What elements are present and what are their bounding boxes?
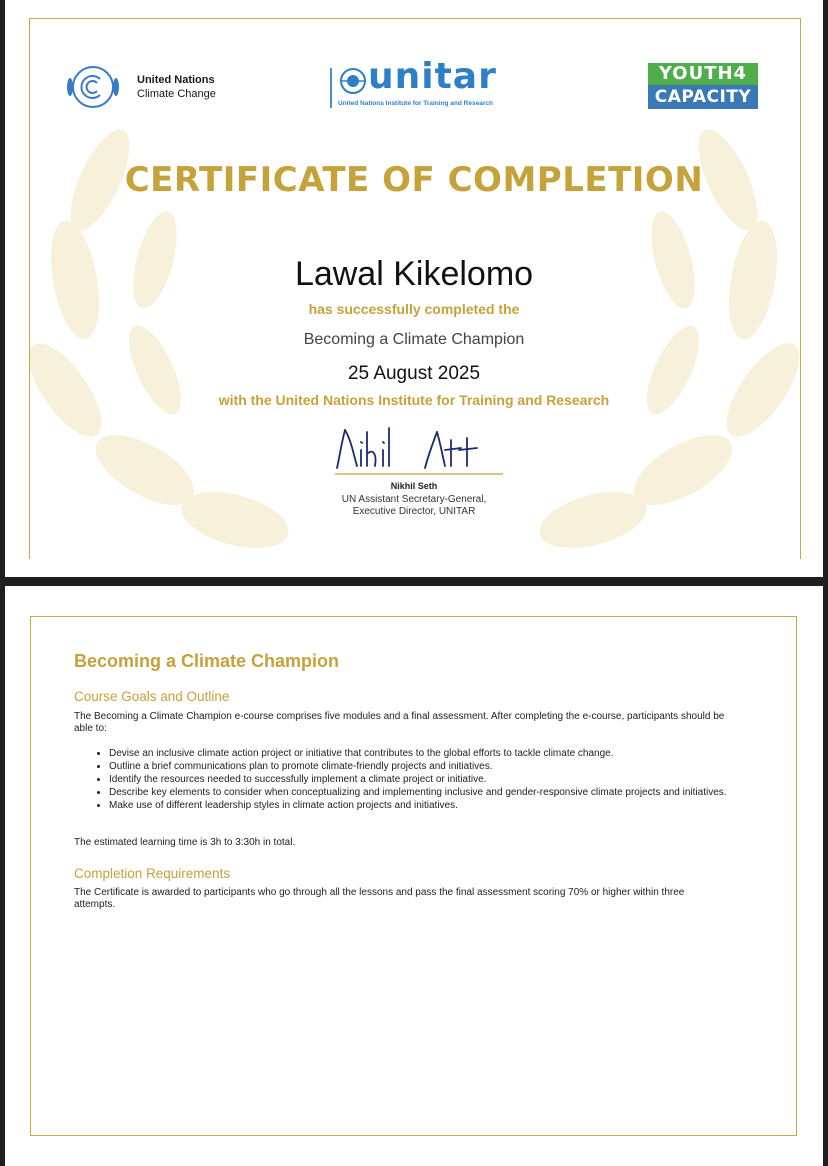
goals-intro: The Becoming a Climate Champion e-course comprises five modules and a final assessment. After completing the e-course, participants should be able to:: [74, 711, 725, 734]
completed-text: has successfully completed the: [308, 301, 520, 317]
youth4capacity-line2: CAPACITY: [654, 87, 752, 107]
unitar-logo: [330, 56, 510, 112]
requirements-text: The Certificate is awarded to participants who go through all the lessons and pass the final assessment scoring 70% or higher within three attempts.: [74, 887, 685, 910]
certificate-title: CERTIFICATE OF COMPLETION: [124, 160, 704, 200]
list-item: • Make use of different leadership styles in climate action projects and initiatives.: [109, 800, 769, 812]
youth4capacity-logo: [648, 63, 758, 109]
unfccc-subname: Climate Change: [137, 88, 216, 100]
signer-role-line2: Executive Director, UNITAR: [352, 506, 476, 517]
course-details-page: [5, 586, 823, 1166]
list-item: • Identify the resources needed to successfully implement a climate project or initiative.: [109, 774, 769, 786]
list-item: • Devise an inclusive climate action project or initiative that contributes to the global efforts to tackle climate change.: [109, 748, 769, 760]
signature: [327, 420, 507, 480]
unfccc-name: United Nations: [137, 74, 215, 86]
unitar-wordmark: unitar: [368, 56, 497, 97]
unitar-tagline: United Nations Institute for Training and Research: [338, 100, 493, 107]
recipient-name: Lawal Kikelomo: [294, 255, 534, 293]
signer-role-line1: UN Assistant Secretary-General,: [341, 494, 487, 505]
course-name: Becoming a Climate Champion: [303, 331, 525, 348]
learning-time: The estimated learning time is 3h to 3:30h in total.: [74, 837, 296, 848]
list-item: • Outline a brief communications plan to promote climate-friendly projects and initiatives.: [109, 761, 769, 773]
un-emblem-icon: [63, 62, 123, 112]
goals-list: [74, 748, 769, 813]
signer-role: [5, 494, 823, 518]
institute-text: with the United Nations Institute for Training and Research: [218, 392, 610, 408]
goals-heading: Course Goals and Outline: [74, 689, 230, 704]
completion-date: 25 August 2025: [347, 363, 481, 384]
certificate-page: [5, 0, 823, 577]
unfccc-logo: [63, 62, 263, 118]
requirements-heading: Completion Requirements: [74, 866, 231, 881]
youth4capacity-line1: YOUTH4: [648, 63, 758, 85]
list-item: • Describe key elements to consider when conceptualizing and implementing inclusive and gender-responsive climate projects and initiatives.: [109, 787, 769, 799]
details-title: Becoming a Climate Champion: [74, 651, 340, 671]
un-globe-icon: [338, 66, 368, 96]
signer-name: Nikhil Seth: [390, 481, 438, 491]
